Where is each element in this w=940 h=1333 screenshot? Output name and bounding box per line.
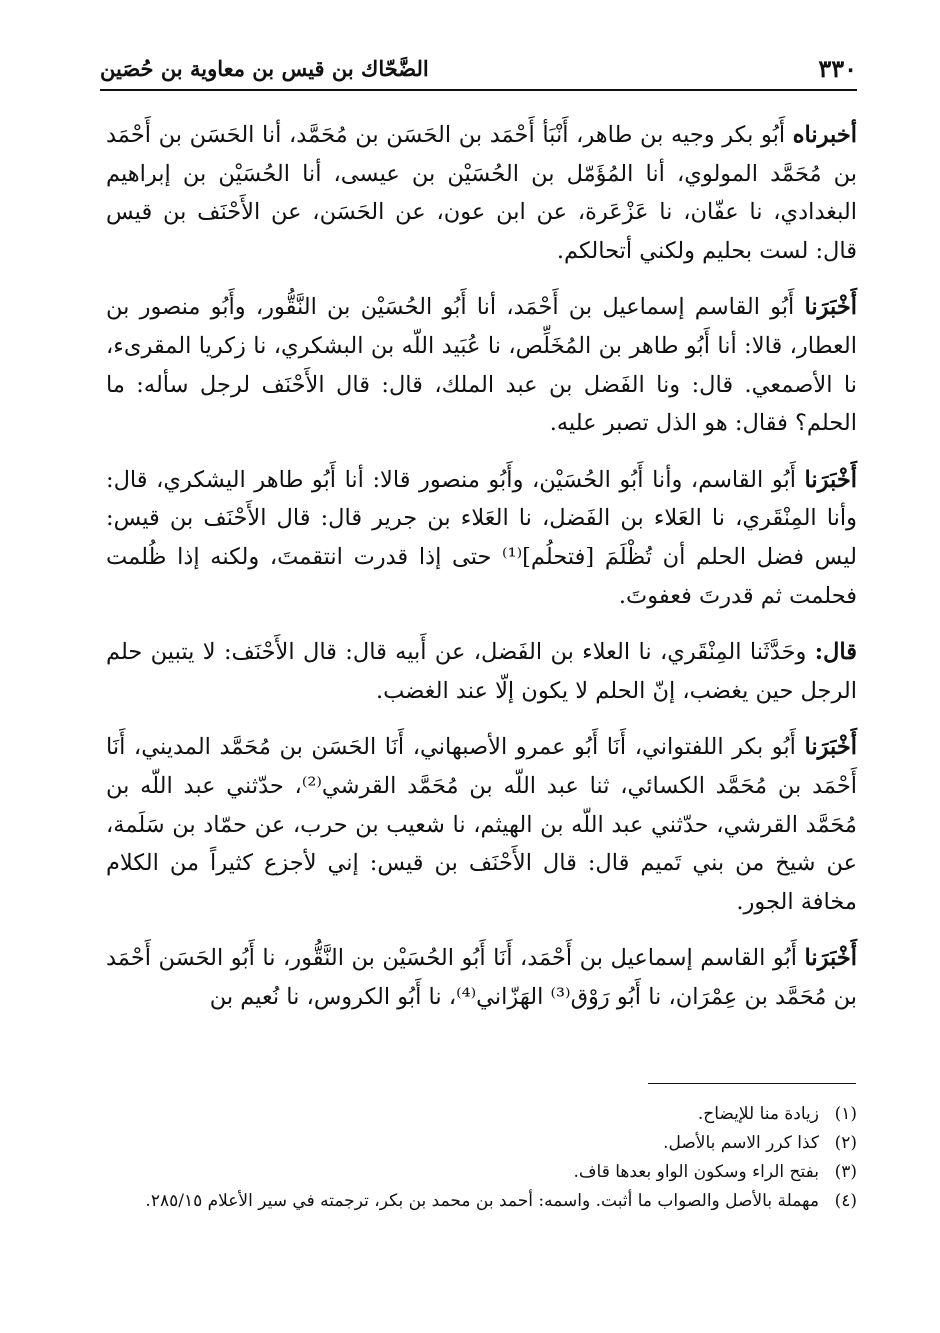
paragraph-text: أَبُو القاسم إسماعيل بن أَحْمَد، أَنَا أَبُو الحُسَيْن بن النَّقُّور، نا أَبُو الحَسَن أَحْمَد بن مُحَمَّد بن عِمْرَان، نا أَبُو رَوْق⁽³⁾ الهَزّاني⁽⁴⁾، نا أَبُو الكروس، نا نُعيم بن bbox=[106, 945, 857, 1010]
paragraph bbox=[106, 461, 857, 615]
footnotes bbox=[106, 1100, 857, 1216]
paragraph bbox=[106, 728, 857, 921]
footnote bbox=[106, 1129, 857, 1158]
footnote-text: بفتح الراء وسكون الواو بعدها قاف. bbox=[573, 1162, 819, 1182]
paragraph-lead: أخبرناه bbox=[792, 122, 857, 148]
paragraph-text: وحَدَّثَنا المِنْقَري، نا العلاء بن الفَضل، عن أَبيه قال: قال الأَحْنَف: لا يتبين حلم الرجل حين يغضب، إنّ الحلم لا يكون إلّا عند الغضب. bbox=[106, 639, 857, 704]
paragraph bbox=[106, 288, 857, 442]
footnote bbox=[106, 1158, 857, 1187]
footnote-number: (٣) bbox=[834, 1162, 857, 1182]
paragraph-lead: قال: bbox=[814, 639, 857, 666]
footnote-text: مهملة بالأصل والصواب ما أثبت. واسمه: أحمد بن محمد بن بكر، ترجمته في سير الأعلام ٢٨٥/١٥. bbox=[145, 1191, 819, 1211]
footnote bbox=[106, 1187, 857, 1216]
footnote-text: كذا كرر الاسم بالأصل. bbox=[663, 1133, 819, 1153]
paragraph-lead: أَخْبَرَنا bbox=[804, 294, 857, 321]
page-number: ٣٣٠ bbox=[818, 54, 857, 83]
paragraph bbox=[106, 633, 857, 710]
page-header bbox=[100, 48, 857, 88]
paragraph bbox=[106, 116, 857, 270]
main-text bbox=[106, 116, 857, 1034]
paragraph-lead: أَخْبَرَنا bbox=[804, 945, 857, 972]
footnote-number: (٢) bbox=[834, 1133, 857, 1153]
header-rule bbox=[100, 89, 857, 91]
footnote-separator bbox=[648, 1083, 856, 1084]
paragraph-lead: أَخْبَرَنا bbox=[804, 466, 857, 493]
paragraph-text: أَبُو بكر وجيه بن طاهر، أَنْبَأ أَحْمَد بن الحَسَن بن مُحَمَّد، أنا الحَسَن بن أَحْمَد بن مُحَمَّد المولوي، أنا المُؤَمّل بن الحُسَيْن بن عيسى، أنا الحُسَيْن بن إبراهيم البغدادي، نا عفّان، نا عَزْعَرة، عن ابن عون، عن الحَسَن، عن الأَحْنَف بن قيس قال: لست بحليم ولكني أتحالكم. bbox=[106, 122, 857, 264]
paragraph bbox=[106, 939, 857, 1016]
footnote-number: (٤) bbox=[834, 1191, 857, 1211]
paragraph-text: أَبُو بكر اللفتواني، أَنَا أَبُو عمرو الأصبهاني، أَنَا الحَسَن بن مُحَمَّد المديني، أَنَا أَحْمَد بن مُحَمَّد الكسائي، ثنا عبد اللّه بن مُحَمَّد القرشي⁽²⁾، حدّثني عبد اللّه بن مُحَمَّد القرشي، حدّثني عبد اللّه بن الهيثم، نا شعيب بن حرب، عن حمّاد بن سَلَمة، عن شيخ من بني تَميم قال: قال الأَحْنَف بن قيس: إني لأجزع كثيراً من الكلام مخافة الجور. bbox=[106, 734, 857, 915]
running-title: الضَّحّاك بن قيس بن معاوية بن حُصَين bbox=[100, 56, 429, 81]
paragraph-lead: أَخْبَرَنا bbox=[804, 734, 857, 761]
footnote bbox=[106, 1100, 857, 1129]
footnote-number: (١) bbox=[834, 1104, 857, 1124]
paragraph-text: أَبُو القاسم إسماعيل بن أَحْمَد، أنا أَبُو الحُسَيْن بن النَّقُّور، وأَبُو منصور بن العطار، قالا: أنا أَبُو طاهر بن المُخَلِّص، نا عُبَيد اللّه بن البشكري، نا زكريا المقرىء، نا الأصمعي. قال: ونا الفَضل بن عبد الملك، قال: قال الأَحْنَف لرجل سأله: ما الحلم؟ فقال: هو الذل تصبر عليه. bbox=[106, 294, 857, 437]
footnote-text: زيادة منا للإيضاح. bbox=[697, 1104, 819, 1124]
paragraph-text: أَبُو القاسم، وأنا أَبُو الحُسَيْن، وأَبُو منصور قالا: أنا أَبُو طاهر اليشكري، قال: وأنا المِنْقَري، نا العَلاء بن الفَضل، نا العَلاء بن جرير قال: قال الأَحْنَف بن قيس: ليس فضل الحلم أن تُظْلَمَ [فتحلُم]⁽¹⁾ حتى إذا قدرت انتقمتَ، ولكنه إذا ظُلمت فحلمت ثم قدرتَ فعفوتَ. bbox=[106, 466, 857, 609]
